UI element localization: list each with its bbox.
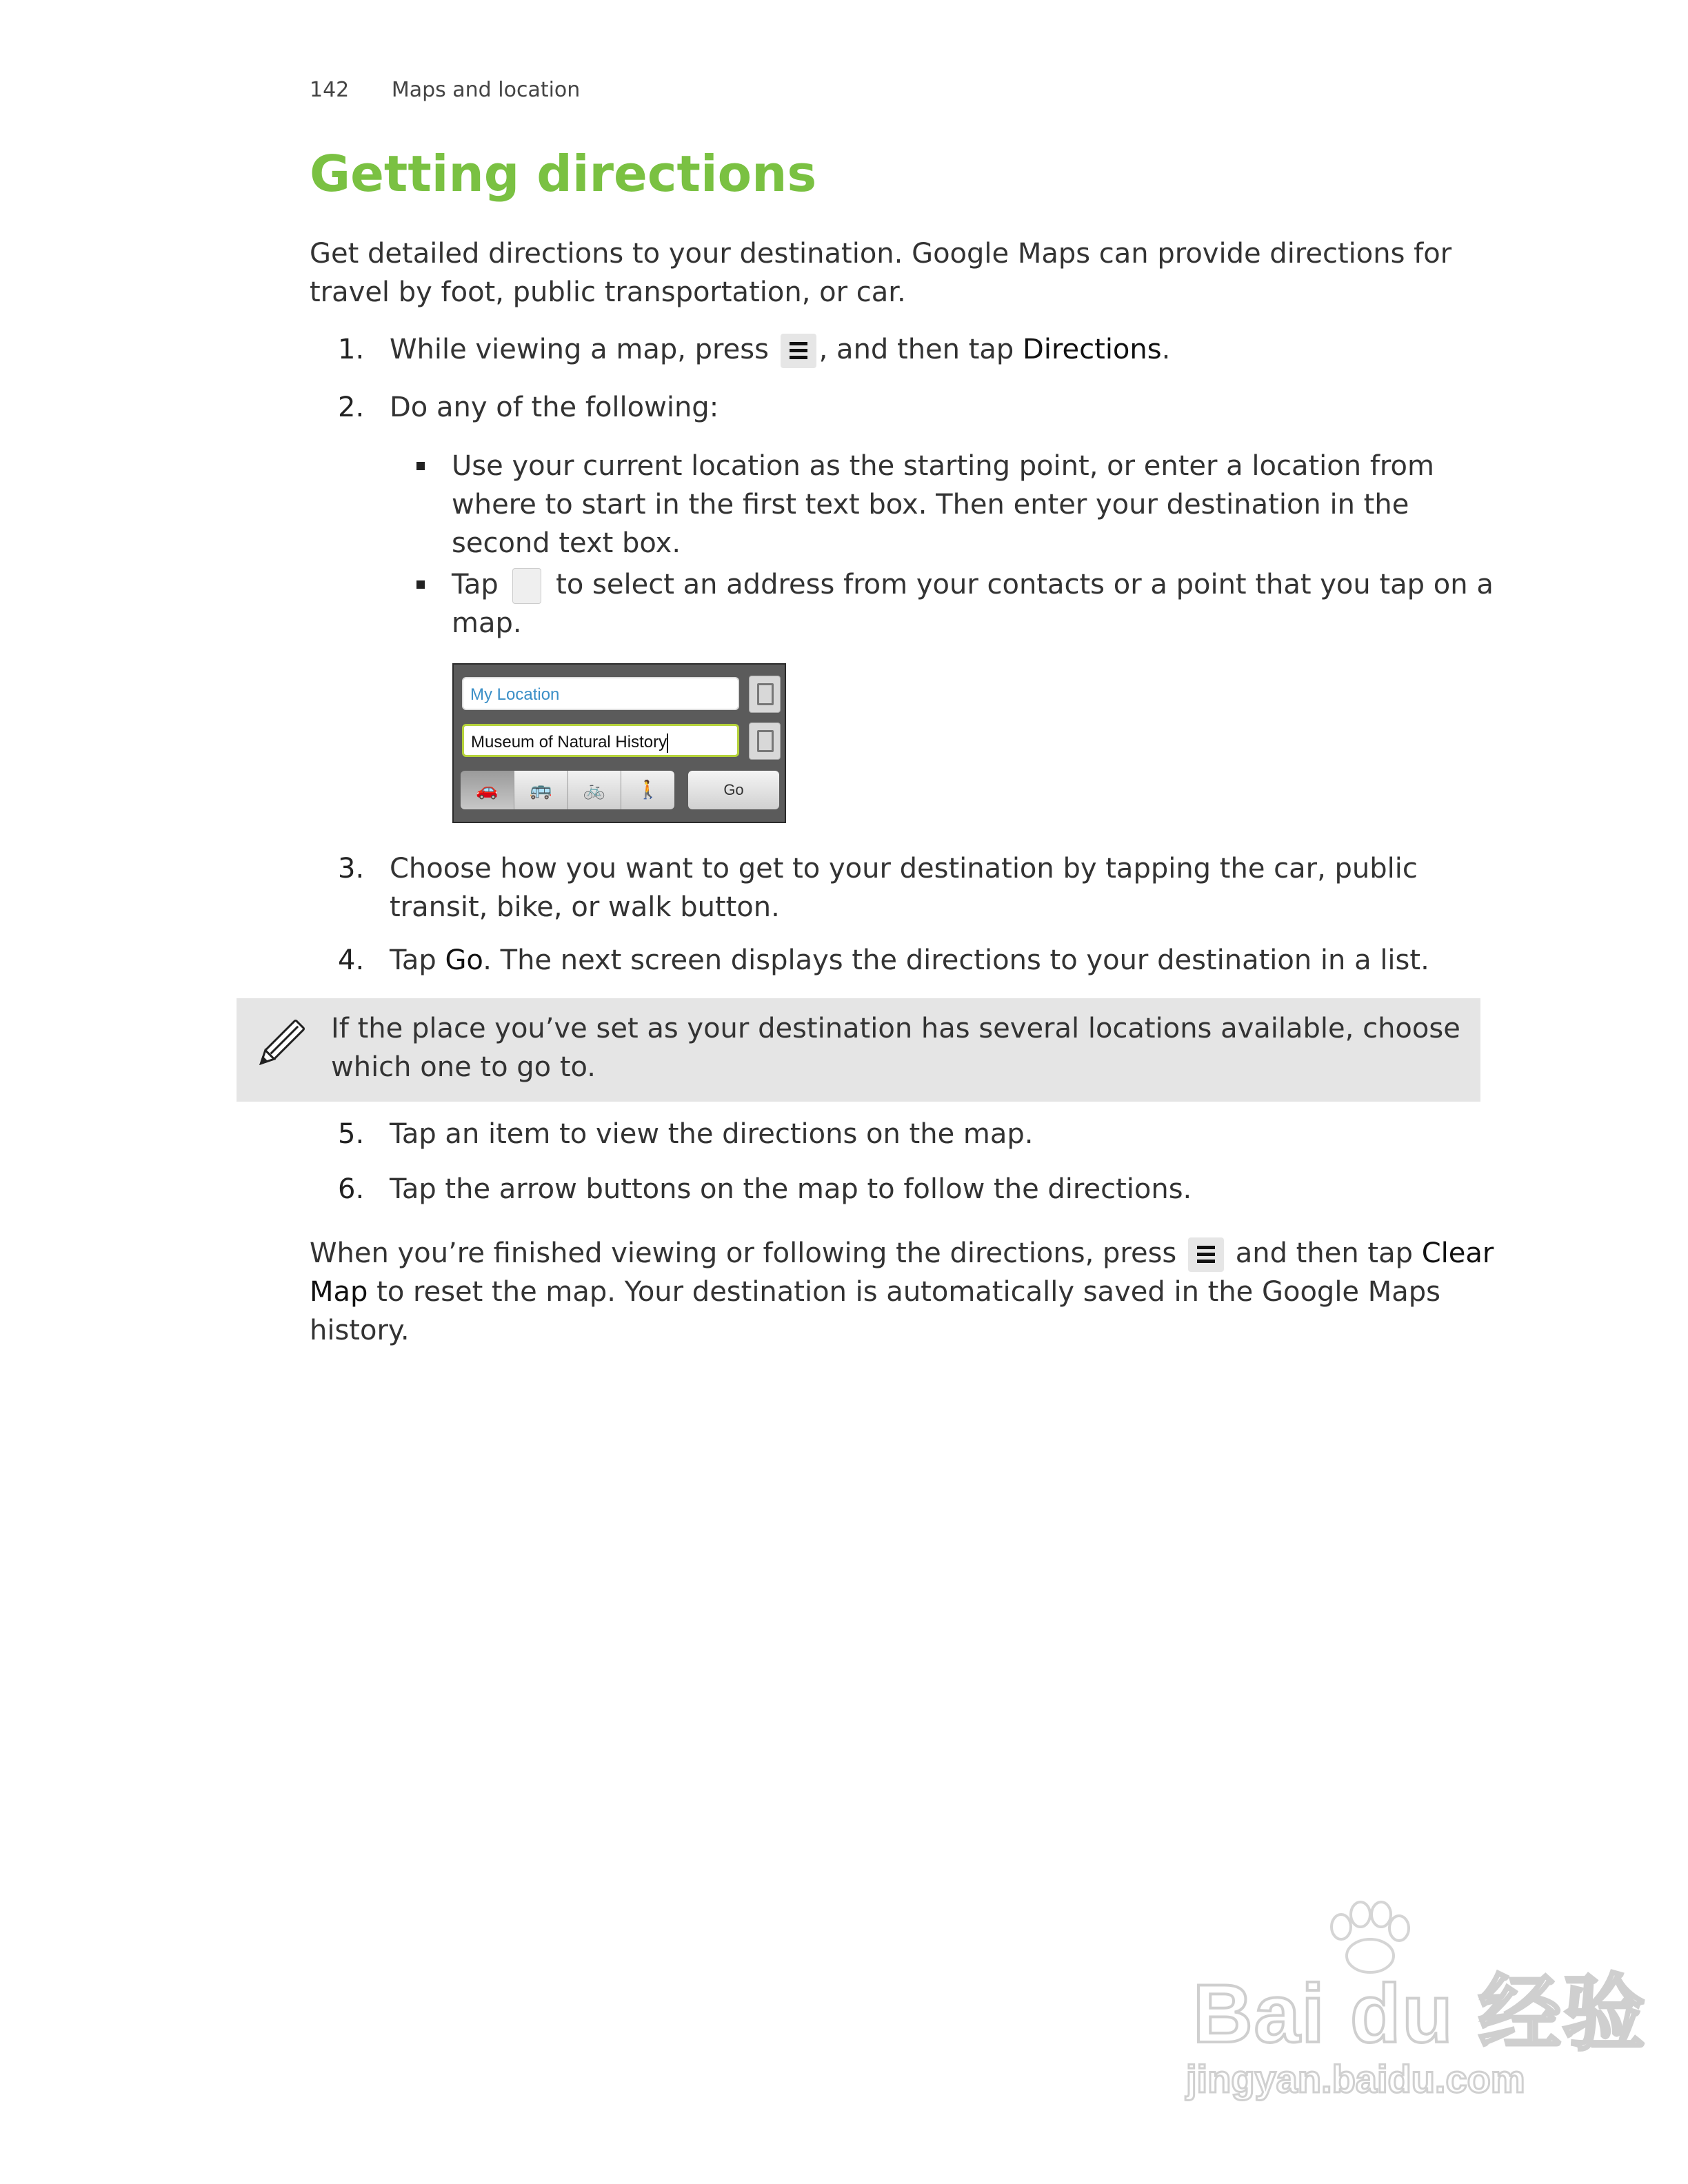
page-number: 142 [310,78,350,102]
bullet-line: where to start in the first text box. Then enter your destination in the [452,489,1409,520]
start-contact-button[interactable] [749,676,781,713]
note-box [237,998,1480,1102]
destination-field[interactable] [462,724,739,757]
bike-mode-button[interactable] [568,771,622,809]
bullet-line: map. [452,607,522,639]
step-text: , and then tap [818,334,1014,365]
walk-mode-button[interactable] [621,771,674,809]
closing-paragraph [310,1234,1494,1350]
step-text: While viewing a map, press [390,334,769,365]
step-text: . [1161,334,1171,365]
travel-mode-bar [461,771,674,809]
step-text: Tap [390,944,436,976]
pencil-icon [249,1013,311,1075]
intro-line: travel by foot, public transportation, or car. [310,276,906,308]
bullet-text: Tap [452,569,499,600]
step-text: Do any of the following: [390,392,719,423]
bullet-line: Use your current location as the starting point, or enter a location from [452,450,1434,482]
bullet-marker [416,462,425,470]
text-caret [667,734,668,753]
step-text: . The next screen displays the directions to your destination in a list. [483,944,1429,976]
clear-label: Clear [1421,1237,1494,1269]
step-3 [338,849,1418,927]
note-line: If the place you’ve set as your destination has several locations available, choose [331,1013,1460,1044]
step-text: transit, bike, or walk button. [390,891,780,923]
closing-text: and then tap [1235,1237,1413,1269]
step-text: Tap an item to view the directions on the map. [390,1118,1034,1150]
step-text: Tap the arrow buttons on the map to follow the directions. [390,1173,1192,1205]
bullet-marker [416,580,425,589]
start-location-field[interactable]: My Location [462,677,739,710]
walk-icon: 🚶 [636,780,659,800]
intro-paragraph [310,234,1451,312]
destination-contact-button[interactable] [749,722,781,760]
closing-text: When you’re finished viewing or following the directions, press [310,1237,1177,1269]
bus-icon: 🚌 [529,780,552,800]
step-number: 5. [338,1118,365,1150]
directions-screenshot [452,663,786,823]
step-4 [338,944,1429,976]
step-5 [338,1118,1033,1150]
map-label: Map [310,1276,368,1308]
menu-icon [781,334,816,368]
step-number: 3. [338,853,365,884]
page-title: Getting directions [310,145,817,203]
step-number: 2. [338,392,365,423]
bike-icon: 🚲 [583,780,606,800]
bullet-text: to select an address from your contacts or a point that you tap on a [556,569,1494,600]
car-icon: 🚗 [476,780,499,800]
step-text: Choose how you want to get to your destination by tapping the car, public [390,853,1418,884]
watermark-site: jingyan.baidu.com [1186,2057,1525,2101]
destination-value: Museum of Natural History [471,733,667,751]
watermark-brand: Bai du 经验 [1193,1968,1647,2060]
bullet-item [452,565,1494,643]
note-text [331,1009,1460,1086]
car-mode-button[interactable] [461,771,514,809]
bullet-item [452,447,1434,563]
note-line: which one to go to. [331,1051,596,1083]
transit-mode-button[interactable] [514,771,568,809]
menu-icon [1188,1237,1224,1272]
intro-line: Get detailed directions to your destination. Google Maps can provide directions for [310,238,1452,270]
go-button[interactable]: Go [688,771,779,809]
page-header [310,78,580,102]
section-title: Maps and location [391,78,581,102]
step-number: 4. [338,944,365,976]
step-2 [338,392,719,423]
contacts-icon [512,568,541,604]
step-6 [338,1173,1192,1205]
step-number: 1. [338,334,365,365]
step-number: 6. [338,1173,365,1205]
go-label: Go [445,944,483,976]
step-1 [338,334,1170,368]
bullet-line: second text box. [452,527,681,559]
baidu-watermark [1172,1899,1647,2106]
closing-text: to reset the map. Your destination is automatically saved in the Google Maps [376,1276,1441,1308]
closing-line: history. [310,1315,410,1346]
directions-label: Directions [1023,334,1162,365]
